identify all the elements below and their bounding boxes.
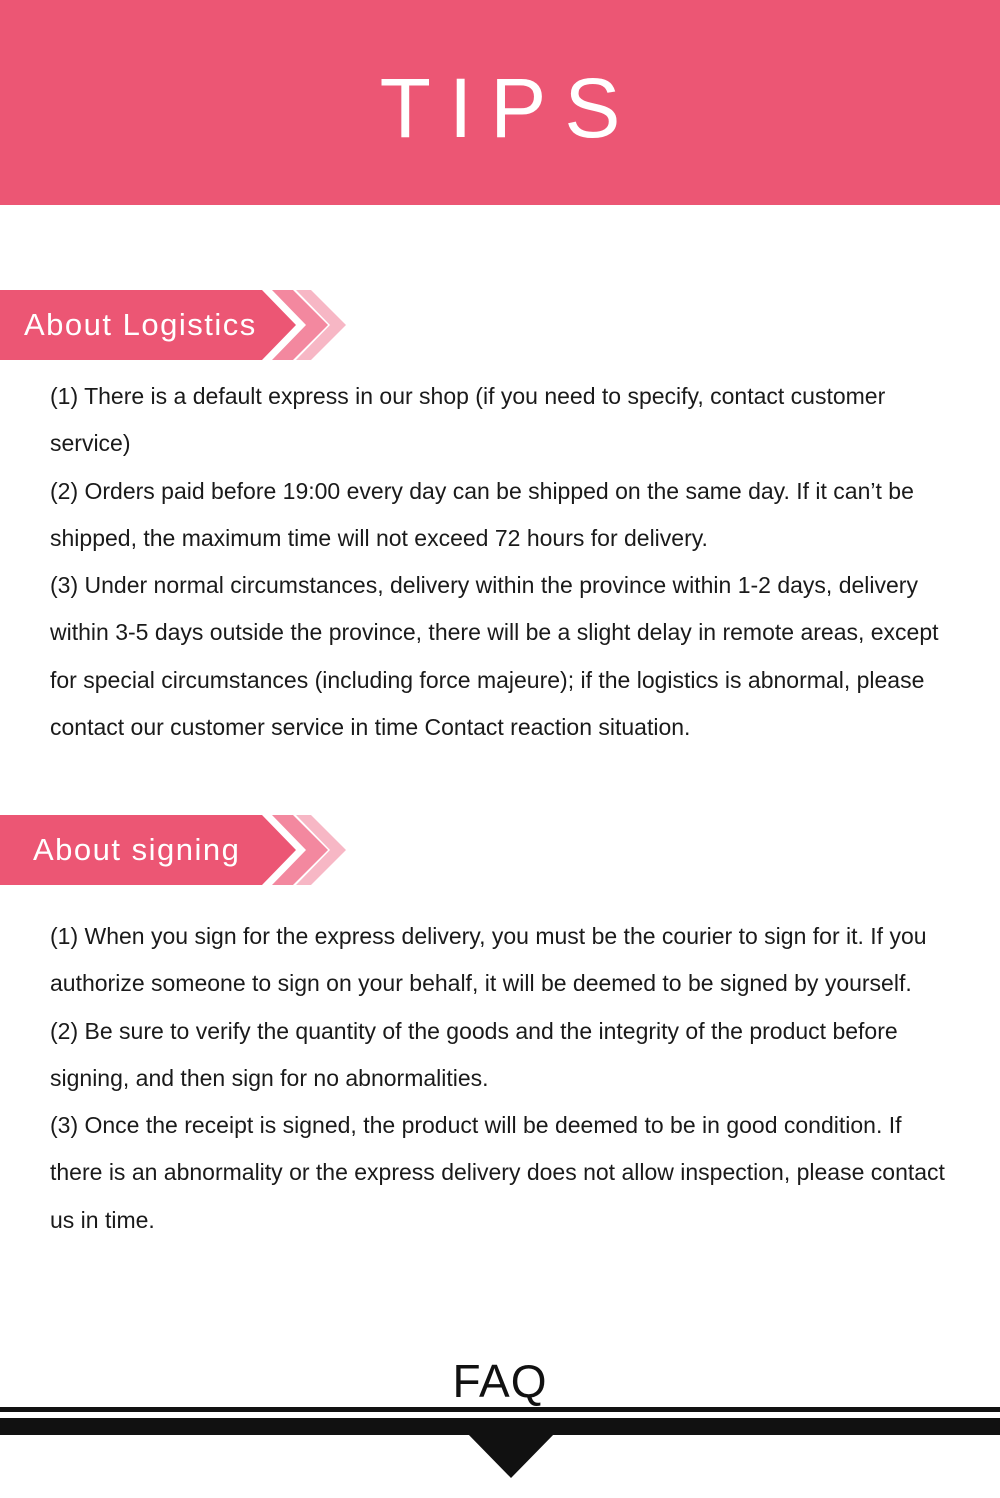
triangle-down-icon <box>466 1432 556 1478</box>
list-item: (2) Orders paid before 19:00 every day can be shipped on the same day. If it can’t be shipped, the maximum time will not exceed 72 hours for delivery. <box>50 477 914 551</box>
list-item: (1) There is a default express in our shop (if you need to specify, contact customer service) <box>50 383 886 457</box>
list-item: (2) Be sure to verify the quantity of the goods and the integrity of the product before signing, and then sign for no abnormalities. <box>50 1017 898 1091</box>
section-heading-logistics <box>0 290 350 360</box>
faq-title: FAQ <box>452 1355 548 1407</box>
divider <box>0 1407 1000 1412</box>
list-item: (3) Once the receipt is signed, the product will be deemed to be in good condition. If there is an abnormality or the express delivery does not allow inspection, please contact us in time. <box>50 1112 945 1233</box>
list-item: (1) When you sign for the express delivery, you must be the courier to sign for it. If you authorize someone to sign on your behalf, it will be deemed to be signed by yourself. <box>50 923 927 997</box>
header-banner <box>0 0 1000 205</box>
section-heading-label: About Logistics <box>24 307 257 342</box>
section-heading-signing <box>0 815 350 885</box>
list-item: (3) Under normal circumstances, delivery within the province within 1-2 days, delivery within 3-5 days outside the province, there will be a slight delay in remote areas, except for special circumstances (including force majeure); if the logistics is abnormal, please contact our customer service in time Contact reaction situation. <box>50 572 939 741</box>
section-body-signing <box>50 913 950 1244</box>
section-heading-label: About signing <box>33 832 241 867</box>
page-title: TIPS <box>379 61 639 155</box>
section-body-logistics <box>50 373 950 751</box>
